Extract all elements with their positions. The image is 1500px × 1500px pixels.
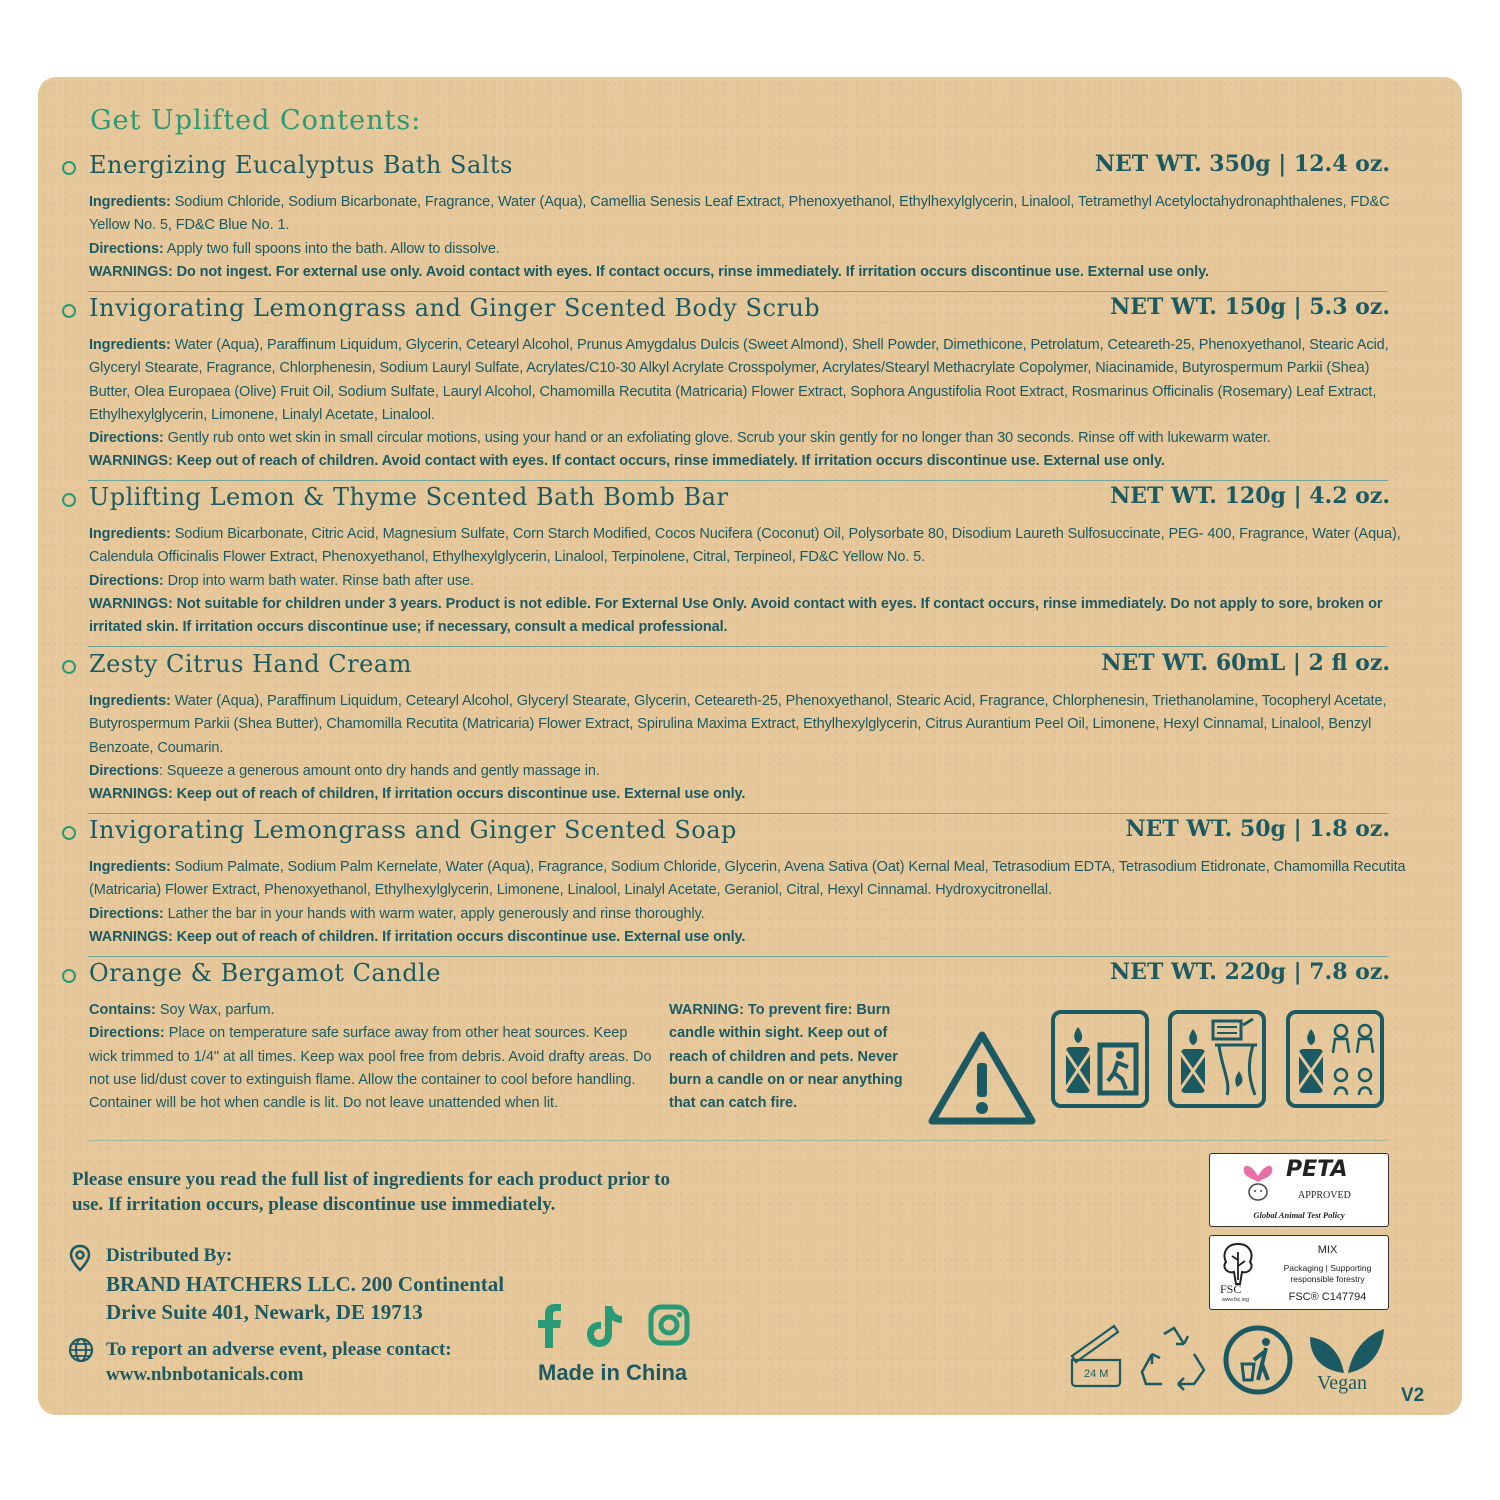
vegan-label: Vegan (1317, 1372, 1367, 1394)
net-weight: NET WT. 120g | 4.2 oz. (1110, 483, 1390, 509)
directions: Directions: Drop into warm bath water. Rinse bath after use. (89, 572, 474, 589)
product-name: Invigorating Lemongrass and Ginger Scented Soap (89, 816, 737, 844)
globe-icon (68, 1337, 94, 1363)
product-section (60, 294, 1410, 474)
location-icon (68, 1244, 92, 1272)
bullet-icon (62, 660, 76, 674)
net-weight: NET WT. 50g | 1.8 oz. (1125, 816, 1390, 842)
ingredients: Ingredients: Sodium Palmate, Sodium Palm Kernelate, Water (Aqua), Fragrance, Sodium Chloride, Glycerin, Avena Sativa (Oat) Kernal Meal, Tetrasodium EDTA, Tetrasodium Etidronate, Chamomilla Recutita (Matricaria) Flower Extract, Phenoxyethanol, Ethylhexylglycerin, Limonene, Linalool, Linalyl Acetate, Geraniol, Citral, Hexyl Cinnamal. Hydroxycitronellal. (89, 859, 1406, 899)
distributor-line: Drive Suite 401, Newark, DE 19713 (106, 1300, 423, 1324)
fsc-code: FSC® C147794 (1288, 1291, 1367, 1303)
distributor-label: Distributed By: (106, 1245, 233, 1266)
ingredients: Ingredients: Water (Aqua), Paraffinum Liquidum, Cetearyl Alcohol, Glyceryl Stearate, Glycerin, Ceteareth-25, Phenoxyethanol, Stearic Acid, Fragrance, Chlorphenesin, Triethanolamine, Tocopheryl Acetate, Butyrospermum Parkii (Shea Butter), Chamomilla Recutita (Matricaria) Flower Extract, Spirulina Maxima Extract, Ethylhexylglycerin, Citrus Aurantium Peel Oil, Limonene, Hexyl Cinnamal, Linalool, Benzyl Benzoate, Coumarin. (89, 693, 1387, 756)
fsc-tree-icon (1218, 1240, 1258, 1286)
peta-brand: PETA (1286, 1157, 1348, 1182)
candle-children-pets-icon (1285, 1009, 1385, 1109)
fsc-mix: MIX (1317, 1244, 1338, 1256)
net-weight: NET WT. 60mL | 2 fl oz. (1101, 650, 1390, 676)
label-panel (38, 77, 1462, 1415)
fsc-badge (1209, 1235, 1389, 1310)
instagram-icon[interactable] (648, 1304, 690, 1346)
fsc-line: Packaging | Supporting (1283, 1263, 1372, 1273)
peta-policy: Global Animal Test Policy (1253, 1210, 1345, 1220)
fsc-url: www.fsc.org (1222, 1297, 1249, 1303)
product-name: Zesty Citrus Hand Cream (89, 650, 412, 678)
warnings: WARNINGS: Keep out of reach of children. If irritation occurs discontinue use. External use only. (89, 928, 746, 945)
directions: Directions: Squeeze a generous amount onto dry hands and gently massage in. (89, 762, 600, 779)
tidyman-icon (1222, 1324, 1294, 1396)
report-contact (106, 1337, 566, 1387)
facebook-icon[interactable] (536, 1304, 562, 1348)
report-line: To report an adverse event, please contact: (106, 1339, 452, 1360)
directions: Directions: Gently rub onto wet skin in small circular motions, using your hand or an exfoliating glove. Scrub your skin gently for no longer than 30 seconds. Rinse off with lukewarm water. (89, 430, 1271, 447)
tiktok-icon[interactable] (584, 1304, 624, 1348)
distributor (106, 1242, 566, 1326)
page-title: Get Uplifted Contents: (90, 105, 422, 136)
pao-text: 24 M (1084, 1368, 1109, 1380)
bullet-icon (62, 826, 76, 840)
ingredients: Ingredients: Sodium Bicarbonate, Citric Acid, Magnesium Sulfate, Corn Starch Modified, Cocos Nucifera (Coconut) Oil, Polysorbate 80, Disodium Laureth Sulfosuccinate, PEG- 400, Fragrance, Water (Aqua), Calendula Officinalis Flower Extract, Phenoxyethanol, Ethylhexylglycerin, Linalool, Terpinolene, Citral, Terpineol, FD&C Yellow No. 5. (89, 526, 1401, 566)
bullet-icon (62, 969, 76, 983)
product-name: Invigorating Lemongrass and Ginger Scented Body Scrub (89, 294, 821, 322)
bullet-icon (62, 161, 76, 175)
vegan-leaf-icon (1306, 1325, 1386, 1375)
bullet-icon (62, 304, 76, 318)
net-weight: NET WT. 150g | 5.3 oz. (1110, 294, 1390, 320)
product-section (60, 483, 1410, 639)
candle-warning: WARNING: To prevent fire: Burn candle within sight. Keep out of reach of children and pets. Never burn a candle on or near anything that can catch fire. (669, 1002, 903, 1112)
distributor-line: BRAND HATCHERS LLC. 200 Continental (106, 1272, 505, 1296)
peta-bunny-icon (1240, 1160, 1276, 1202)
warnings: WARNINGS: Not suitable for children under 3 years. Product is not edible. For External Use Only. Avoid contact with eyes. If contact occurs, rinse immediately. Do not apply to sore, broken or irritated skin. If irritation occurs discontinue use; if necessary, consult a medical professional. (89, 595, 1383, 636)
product-name: Orange & Bergamot Candle (89, 959, 441, 987)
divider (88, 813, 1388, 814)
product-section (60, 650, 1410, 806)
candle-exit-icon (1050, 1009, 1150, 1109)
divider (88, 480, 1388, 481)
divider (88, 291, 1388, 292)
ingredients: Ingredients: Sodium Chloride, Sodium Bicarbonate, Fragrance, Water (Aqua), Camellia Senesis Leaf Extract, Phenoxyethanol, Ethylhexylglycerin, Linalool, Tetramethyl Acetyloctahydronaphthalenes, FD&C Yellow No. 5, FD&C Blue No. 1. (89, 194, 1390, 234)
net-weight: NET WT. 350g | 12.4 oz. (1094, 151, 1390, 177)
made-in: Made in China (538, 1360, 688, 1385)
divider (88, 646, 1388, 647)
bullet-icon (62, 493, 76, 507)
directions: Directions: Lather the bar in your hands with warm water, apply generously and rinse thoroughly. (89, 905, 705, 922)
warnings: WARNINGS: Do not ingest. For external use only. Avoid contact with eyes. If contact occurs, rinse immediately. If irritation occurs discontinue use. External use only. (89, 263, 1209, 280)
recycle-icon (1138, 1324, 1208, 1394)
product-name: Uplifting Lemon & Thyme Scented Bath Bomb Bar (89, 483, 729, 511)
product-section (60, 816, 1410, 949)
peta-approved: APPROVED (1298, 1190, 1351, 1201)
directions: Directions: Place on temperature safe surface away from other heat sources. Keep wick trimmed to 1/4" at all times. Keep wax pool free from debris. Avoid drafty areas. Do not use lid/dust cover to extinguish flame. Allow the container to cool before handling. Container will be hot when candle is lit. Do not leave unattended when lit. (89, 1025, 652, 1112)
divider (88, 956, 1388, 957)
contains: Contains: Soy Wax, parfum. (89, 1002, 275, 1018)
directions: Directions: Apply two full spoons into the bath. Allow to dissolve. (89, 240, 500, 257)
report-url: www.nbnbotanicals.com (106, 1364, 304, 1385)
version-label: V2 (1401, 1385, 1425, 1406)
warnings: WARNINGS: Keep out of reach of children, If irritation occurs discontinue use. External use only. (89, 786, 746, 803)
peta-badge (1209, 1153, 1389, 1227)
usage-notice: Please ensure you read the full list of ingredients for each product prior to use. If irritation occurs, please discontinue use immediately. (72, 1169, 670, 1215)
fsc-line: responsible forestry (1290, 1274, 1365, 1284)
fsc-logo: FSC (1220, 1282, 1242, 1296)
ingredients: Ingredients: Water (Aqua), Paraffinum Liquidum, Glycerin, Cetearyl Alcohol, Prunus Amygdalus Dulcis (Sweet Almond), Shell Powder, Dimethicone, Petrolatum, Ceteareth-25, Phenoxyethanol, Stearic Acid, Glyceryl Stearate, Fragrance, Chlorphenesin, Sodium Lauryl Sulfate, Acrylates/C10-30 Alkyl Acrylate Crosspolymer, Acrylates/Stearyl Methacrylate Copolymer, Niacinamide, Butyrospermum Parkii (Shea) Butter, Olea Europaea (Olive) Fruit Oil, Sodium Sulfate, Lauryl Alcohol, Chamomilla Recutita (Matricaria) Flower Extract, Sophora Angustifolia Root Extract, Rosmarinus Officinalis (Rosemary) Leaf Extract, Ethylhexylglycerin, Limonene, Linalyl Acetate, Linalool. (89, 337, 1389, 423)
net-weight: NET WT. 220g | 7.8 oz. (1110, 959, 1390, 985)
warning-triangle-icon (926, 1029, 1038, 1129)
product-name: Energizing Eucalyptus Bath Salts (89, 151, 513, 179)
warnings: WARNINGS: Keep out of reach of children. Avoid contact with eyes. If contact occurs, rinse immediately. If irritation occurs discontinue use. External use only. (89, 453, 1165, 470)
product-section (60, 151, 1410, 284)
candle-curtain-icon (1167, 1009, 1267, 1109)
divider (88, 1140, 1388, 1141)
